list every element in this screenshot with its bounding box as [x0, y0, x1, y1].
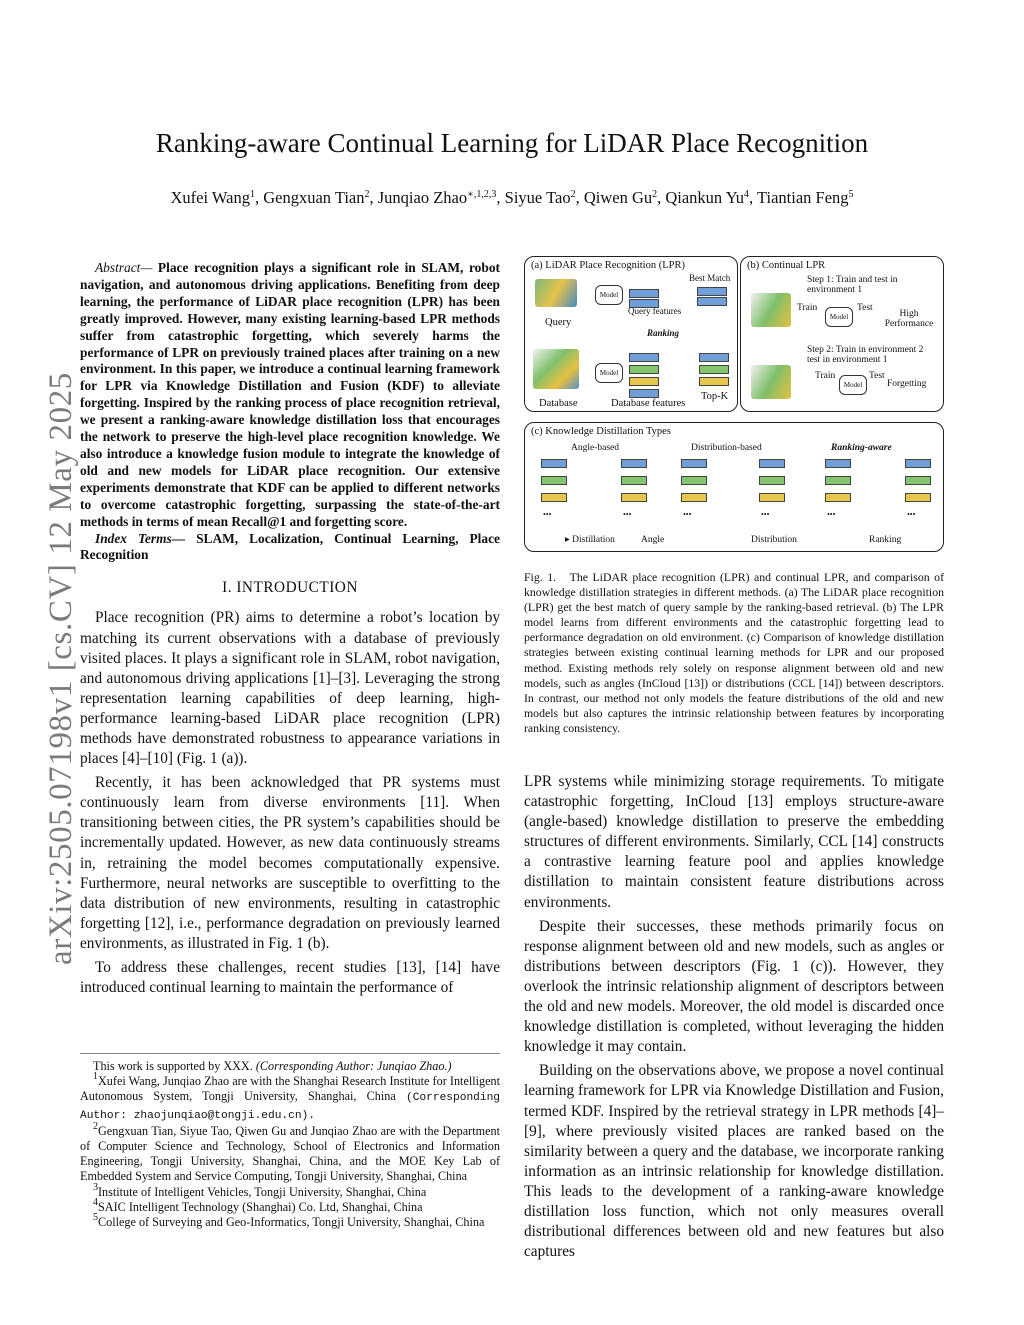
right-column: [524, 772, 944, 1266]
footnote-rule: [80, 1053, 500, 1054]
paragraph: Building on the observations above, we propose a novel continual learning framework for LPR via Knowledge Distillation and Fusion, termed KDF. Inspired by the retrieval strategy in LPR methods [4]–[9], where previously visited places are ranked based on the similarity between a query and the database, we incorporate ranking information as an intrinsic relationship for knowledge distillation. This leads to the development of a ranking-aware knowledge distillation loss function, which not only measures overall distributional differences between old and new features but also captures: [524, 1062, 944, 1261]
figure-caption: Fig. 1. The LiDAR place recognition (LPR) and continual LPR, and comparison of knowledge distillation strategies in different methods. (a) The LiDAR place recognition (LPR) get the best match of query sample by the ranking-based retrieval. (b) The LPR model learns from different environments and the catastrophic forgetting lead to performance degradation on old environment. (c) Comparison of knowledge distillation strategies between existing continual learning methods for LPR and our proposed method. Existing methods rely solely on response alignment between old and new models, such as angles (InCloud [13]) or distributions (CCL [14]) between descriptors. In contrast, our method not only models the feature distributions of the old and new models but also captures the intrinsic relationship between features by incorporating ranking consistency.: [524, 570, 944, 735]
left-column: [80, 260, 500, 1002]
author: Xufei Wang: [170, 188, 250, 207]
paper-title: Ranking-aware Continual Learning for LiDAR Place Recognition: [155, 128, 869, 158]
database-pointclouds: [533, 349, 579, 389]
author: Tiantian Feng: [757, 188, 849, 207]
query-pointcloud: [535, 279, 577, 307]
legend-distillation: ▸ Distillation: [565, 535, 615, 545]
paragraph: To address these challenges, recent studies [13], [14] have introduced continual learning to maintain the performance of: [80, 959, 500, 997]
figure-panel-kd-types: (c) Knowledge Distillation Types Angle-based Distribution-based Ranking-aware ••• ••• ••• ••• ••• ••• ▸ Distillation Angle Distribution Ranking: [524, 422, 944, 552]
figure-1: [524, 256, 946, 552]
abstract: Abstract— Place recognition plays a significant role in SLAM, robot navigation, and autonomous driving applications. Benefiting from deep learning, the performance of LiDAR place recognition (LPR) has been greatly improved. However, many existing learning-based LPR methods suffer from catastrophic forgetting, which severely harms the performance of LPR on previously trained places after training on a new environment. In this paper, we introduce a continual learning framework for LPR via Knowledge Distillation and Fusion (KDF) to alleviate forgetting. Inspired by the ranking process of place recognition retrieval, we present a ranking-aware knowledge distillation loss that encourages the network to preserve the high-level place recognition knowledge. We also introduce a knowledge fusion module to integrate the knowledge of old and new models for LiDAR place recognition. Our extensive experiments demonstrate that KDF can be applied to different networks to overcome catastrophic forgetting, surpassing the state-of-the-art methods in terms of mean Recall@1 and forgetting score. Index Terms— SLAM, Localization, Continual Learning, Place Recognition: [80, 260, 500, 563]
introduction: [80, 578, 500, 998]
figure-panel-continual-lpr: (b) Continual LPR Step 1: Train and test in environment 1 Train Model Test High Performance Step 2: Train in environment 2 test in environment 1 Train Model Test Forgetting: [740, 256, 944, 412]
author: Siyue Tao: [504, 188, 571, 207]
paragraph: Despite their successes, these methods primarily focus on response alignment between old and new models, such as angles or distributions between descriptors (Fig. 1 (c)). However, they overlook the intrinsic relationship alignment of descriptors between the old and new models. Moreover, the old model is discarded once knowledge distillation is completed, without leveraging the hidden knowledge it may contain.: [524, 917, 944, 1056]
legend-angle: Angle: [641, 535, 665, 545]
figure-panel-lpr: (a) LiDAR Place Recognition (LPR) Query Model Query features Best Match Ranking Database Model Database features Top-K: [524, 256, 738, 412]
model-box: Model: [825, 307, 853, 327]
legend-distribution: Distribution: [751, 535, 797, 545]
paragraph: Place recognition (PR) aims to determine a robot’s location by matching its current observations with a database of previously visited places. It plays a significant role in SLAM, robot navigation, and autonomous driving applications [1]–[3]. Leveraging the strong representation learning capabilities of deep learning, high-performance learning-based LiDAR place recognition (LPR) methods have demonstrated robustness to appearance variations in places [4]–[10] (Fig. 1 (a)).: [80, 609, 500, 768]
model-box: Model: [839, 375, 867, 395]
author-list: Xufei Wang$^1$, Gengxuan Tian$^2$, Junqiao Zhao$^{∗,1,2,3}$, Siyue Tao$^2$, Qiwen Gu$^2$, Qiankun Yu$^4$, Tiantian Feng$^5$: [170, 188, 854, 207]
author: Gengxuan Tian: [263, 188, 365, 207]
section-heading: I. INTRODUCTION: [222, 579, 358, 597]
author: Junqiao Zhao: [377, 188, 468, 207]
author: Qiwen Gu: [583, 188, 653, 207]
paragraph: LPR systems while minimizing storage requirements. To mitigate catastrophic forgetting, InCloud [13] employs structure-aware (angle-based) knowledge distillation to preserve the embedding structures of different environments. Similarly, CCL [14] constructs a contrastive learning feature pool and applies knowledge distillation to maintain consistent feature distributions across environments.: [524, 773, 944, 911]
paragraph: Recently, it has been acknowledged that PR systems must continuously learn from diverse environments [11]. When transitioning between cities, the PR system’s capabilities should be incrementally updated. However, as new data continuously streams in, retraining the model becomes computationally expensive. Furthermore, neural networks are susceptible to overfitting to the data distribution of new environments, resulting in catastrophic forgetting [12], i.e., performance degradation on previously learned environments, as illustrated in Fig. 1 (b).: [80, 774, 500, 952]
arxiv-identifier: arXiv:2505.07198v1 [cs.CV] 12 May 2025: [43, 372, 79, 965]
footnotes: This work is supported by XXX. (Corresponding Author: Junqiao Zhao.) $^1$Xufei Wang, Junqiao Zhao are with the Shanghai Research Institute for Intelligent Autonomous System, Tongji University, Shanghai, China (Corresponding Author: zhaojunqiao@tongji.edu.cn). $^2$Gengxuan Tian, Siyue Tao, Qiwen Gu and Junqiao Zhao are with the Department of Computer Science and Technology, School of Electronics and Information Engineering, Tongji University, Shanghai, China, and the MOE Key Lab of Embedded System and Service Computing, Tongji University, Shanghai, China $^3$Institute of Intelligent Vehicles, Tongji University, Shanghai, China $^4$SAIC Intelligent Technology (Shanghai) Co. Ltd, Shanghai, China $^5$College of Surveying and Geo-Informatics, Tongji University, Shanghai, China: [80, 1059, 501, 1230]
author: Qiankun Yu: [665, 188, 745, 207]
model-box: Model: [595, 363, 623, 383]
model-box: Model: [595, 285, 623, 305]
legend-ranking: Ranking: [869, 535, 902, 545]
